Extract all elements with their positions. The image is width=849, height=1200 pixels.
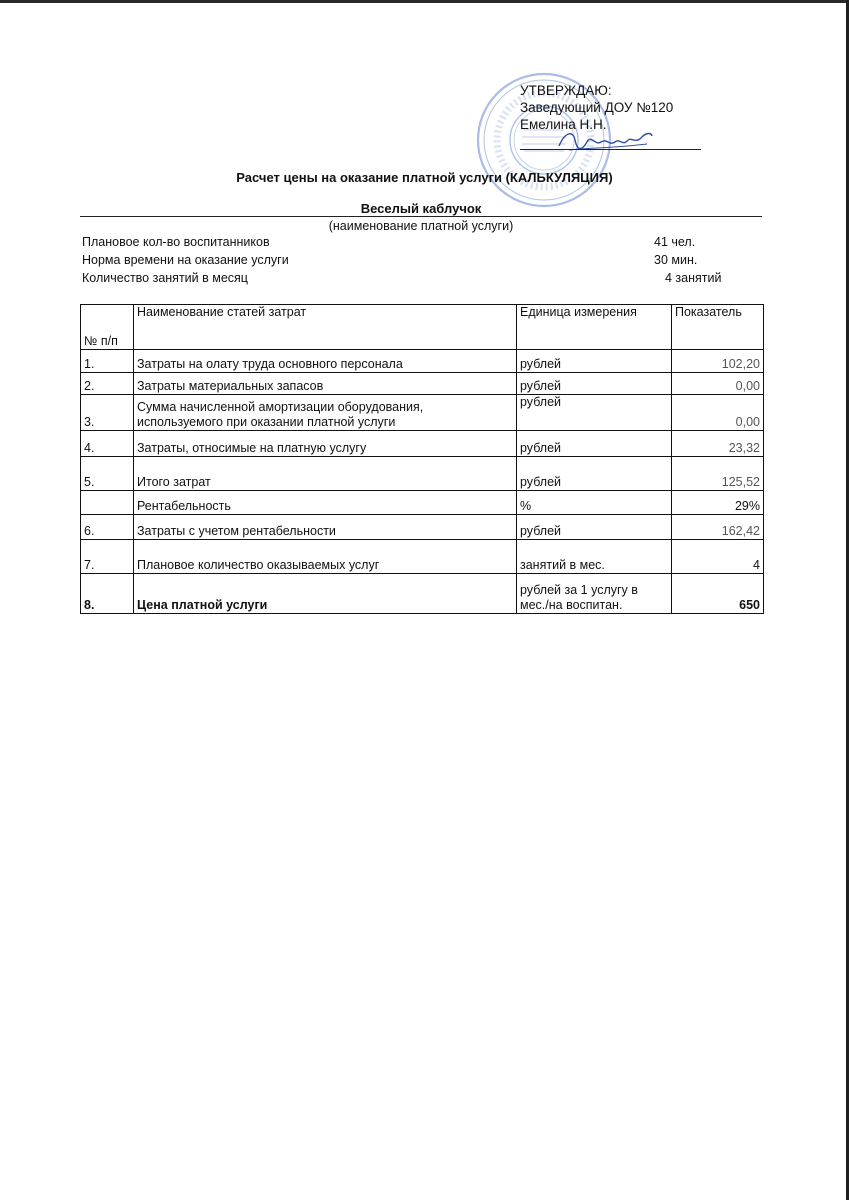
table-row [81,457,764,491]
row-unit-line1: рублей за 1 услугу в [520,583,638,597]
row-unit-line2: мес./на воспитан. [520,598,623,612]
header-npp: № п/п [81,305,134,350]
row-unit: рублей [517,350,672,373]
signature-line [520,149,701,150]
table-row [81,491,764,515]
row-unit: занятий в мес. [517,540,672,574]
param-label-time: Норма времени на оказание услуги [82,253,289,267]
table-row [81,515,764,540]
row-name: Затраты, относимые на платную услугу [134,431,517,457]
calculation-table [80,304,764,614]
approval-position: Заведующий ДОУ №120 [520,100,674,115]
row-name: Затраты на олату труда основного персонала [134,350,517,373]
header-unit: Единица измерения [517,305,672,350]
table-row [81,540,764,574]
row-value: 23,32 [672,431,764,457]
header-name: Наименование статей затрат [134,305,517,350]
row-name: Затраты материальных запасов [134,373,517,395]
service-name: Веселый каблучок [360,201,482,216]
row-name-line1: Сумма начисленной амортизации оборудования, [137,400,424,414]
header-value: Показатель [672,305,764,350]
row-value: 4 [672,540,764,574]
service-underline [80,216,762,217]
approval-heading: УТВЕРЖДАЮ: [520,83,612,98]
param-value-students: 41 чел. [654,235,696,249]
table-row [81,431,764,457]
row-unit: рублей [517,515,672,540]
row-number: 6. [81,515,134,540]
row-unit: рублей [517,373,672,395]
table-row [81,574,764,614]
row-value: 650 [672,574,764,614]
table-row [81,350,764,373]
row-name [134,395,517,431]
row-unit: % [517,491,672,515]
row-name: Плановое количество оказываемых услуг [134,540,517,574]
service-caption: (наименование платной услуги) [328,219,514,233]
param-label-lessons: Количество занятий в месяц [82,271,248,285]
row-name-line2: используемого при оказании платной услуги [137,415,396,429]
row-unit: рублей [517,395,672,431]
row-unit: рублей [517,431,672,457]
row-unit [517,574,672,614]
row-unit: рублей [517,457,672,491]
row-value: 0,00 [672,373,764,395]
scan-edge-top [0,0,849,3]
row-number: 8. [81,574,134,614]
row-value: 102,20 [672,350,764,373]
row-name: Рентабельность [134,491,517,515]
row-number: 2. [81,373,134,395]
row-value: 125,52 [672,457,764,491]
row-number: 4. [81,431,134,457]
param-value-time: 30 мин. [654,253,698,267]
row-name: Затраты с учетом рентабельности [134,515,517,540]
param-label-students: Плановое кол-во воспитанников [82,235,270,249]
row-value: 29% [672,491,764,515]
row-number: 7. [81,540,134,574]
row-value: 162,42 [672,515,764,540]
signature [555,124,655,158]
table-header-row [81,305,764,350]
table-row [81,373,764,395]
row-name: Итого затрат [134,457,517,491]
row-name: Цена платной услуги [134,574,517,614]
row-number [81,491,134,515]
row-number: 3. [81,395,134,431]
param-value-lessons: 4 занятий [665,271,722,285]
row-number: 5. [81,457,134,491]
row-value: 0,00 [672,395,764,431]
approval-person: Емелина Н.Н. [520,117,607,132]
table-row [81,395,764,431]
row-number: 1. [81,350,134,373]
document-title: Расчет цены на оказание платной услуги (КАЛЬКУЛЯЦИЯ) [236,170,613,185]
